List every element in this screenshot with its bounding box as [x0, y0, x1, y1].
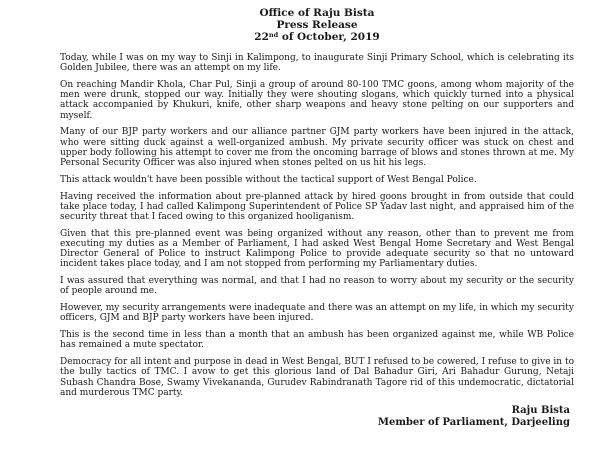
document-title: Press Release — [276, 19, 358, 31]
date-suffix: nd — [268, 31, 279, 39]
signatory-role: Member of Parliament, Darjeeling — [377, 416, 570, 428]
release-date — [60, 31, 574, 43]
paragraph-4: This attack wouldn't have been possible without the tactical support of West Bengal Police. — [60, 174, 477, 185]
office-title: Office of Raju Bista — [259, 7, 375, 19]
paragraph-6: Given that this pre-planned event was being organized without any reason, other than to prevent me from executing my duties as a Member of Parliament, I had asked West Bengal Home Secretary and West Bengal Director General of Police to instruct Kalimpong Police to provide adequate security so that no untoward incident takes place today, and I am not stopped from performing my Parliamentary duties. — [60, 228, 574, 270]
paragraph-10: Democracy for all intent and purpose in dead in West Bengal, BUT I refused to be cowered, I refuse to give in to the bully tactics of TMC. I avow to get this glorious land of Dal Bahadur Giri, Ari Bahadur Gurung, Netaji Subash Chandra Bose, Swamy Vivekananda, Gurudev Rabindranath Tagore rid of this undemocratic, dictatorial and murderous TMC party. — [60, 357, 574, 398]
paragraph-5: Having received the information about pre-planned attack by hired goons brought in from outside that could take place today, I had called Kalimpong Superintendent of Police SP Yadav last night, and appraised him of the security threat that I faced owing to this organized hooliganism. — [60, 191, 574, 223]
signature-block — [60, 405, 574, 429]
paragraph-7: I was assured that everything was normal, and that I had no reason to worry about my security or the security of people around me. — [60, 276, 574, 297]
paragraph-8: However, my security arrangements were inadequate and there was an attempt on my life, in which my security officers, GJM and BJP party workers have been injured. — [60, 303, 574, 324]
letterhead — [60, 7, 574, 43]
paragraph-3: Many of our BJP party workers and our alliance partner GJM party workers have been injured in the attack, who were sitting duck against a well-organized ambush. My private security officer was stuck on chest and upper body following his attempt to cover me from the oncoming barrage of blows and stones thrown at me. My Personal Security Officer was also injured when stones pelted on us hit his legs. — [60, 127, 574, 169]
paragraph-2: On reaching Mandir Khola, Char Pul, Sinji a group of around 80-100 TMC goons, among whom majority of the men were drunk, stopped our way. Initially they were shouting slogans, which quickly turned into a physical attack accompanied by Khukuri, knife, other sharp weapons and heavy stone pelting on our supporters and myself. — [60, 80, 574, 121]
paragraph-1: Today, while I was on my way to Sinji in Kalimpong, to inaugurate Sinji Primary School, which is celebrating its Golden Jubilee, there was an attempt on my life. — [60, 53, 574, 74]
signatory-name: Raju Bista — [511, 404, 570, 416]
date-day: 22 — [254, 31, 269, 43]
date-month-year: of October, 2019 — [278, 31, 380, 43]
paragraph-9: This is the second time in less than a month that an ambush has been organized against me, while WB Police has remained a mute spectator. — [60, 330, 574, 351]
release-body — [60, 53, 574, 398]
